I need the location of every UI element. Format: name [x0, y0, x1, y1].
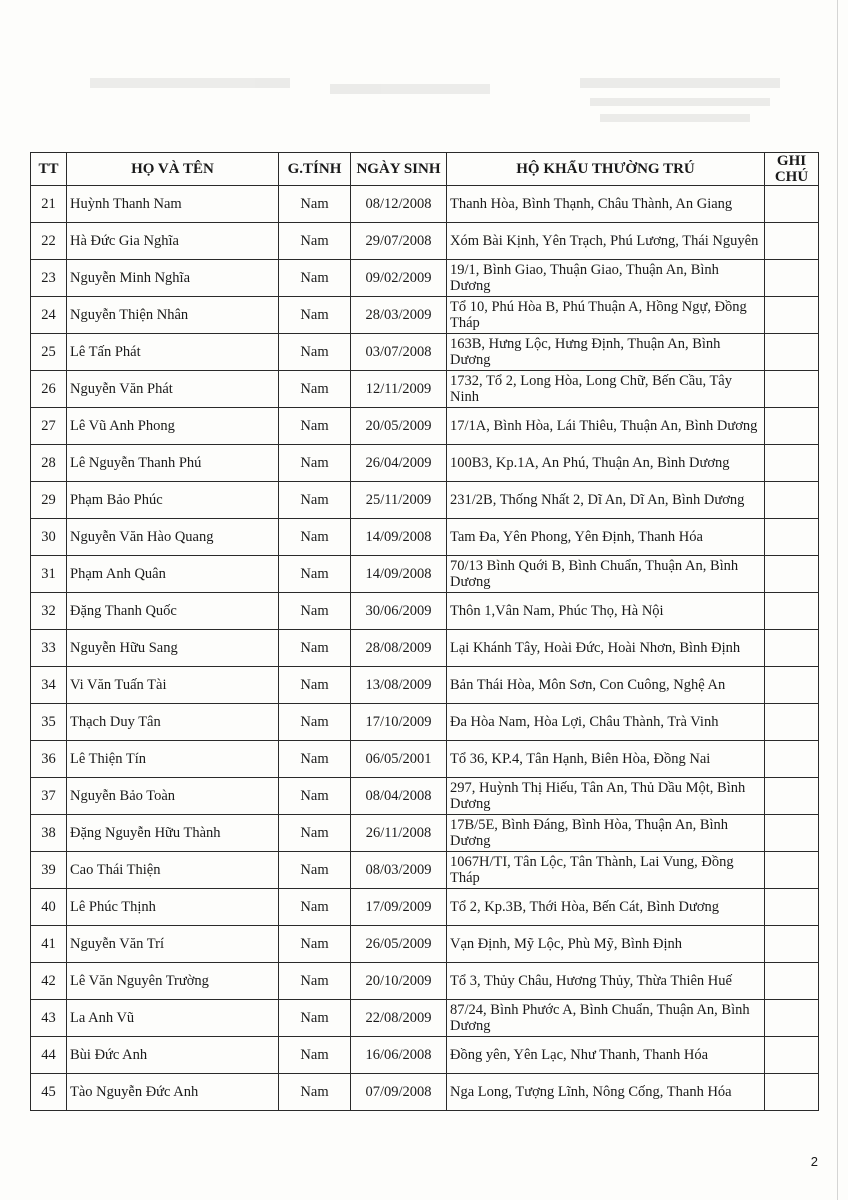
gender-cell: Nam: [279, 889, 351, 926]
student-name-cell: Đặng Thanh Quốc: [67, 593, 279, 630]
table-body: [31, 186, 819, 1111]
date-of-birth-cell: 09/02/2009: [351, 260, 447, 297]
permanent-address-cell: 231/2B, Thống Nhất 2, Dĩ An, Dĩ An, Bình Dương: [447, 482, 765, 519]
gender-cell: Nam: [279, 408, 351, 445]
note-cell: [765, 334, 819, 371]
permanent-address-cell: 87/24, Bình Phước A, Bình Chuẩn, Thuận An, Bình Dương: [447, 1000, 765, 1037]
date-of-birth-cell: 29/07/2008: [351, 223, 447, 260]
date-of-birth-cell: 17/10/2009: [351, 704, 447, 741]
permanent-address-cell: 1067H/TI, Tân Lộc, Tân Thành, Lai Vung, Đồng Tháp: [447, 852, 765, 889]
row-number-cell: 22: [31, 223, 67, 260]
table-header: [31, 153, 819, 186]
gender-cell: Nam: [279, 334, 351, 371]
note-cell: [765, 704, 819, 741]
permanent-address-cell: Đồng yên, Yên Lạc, Như Thanh, Thanh Hóa: [447, 1037, 765, 1074]
student-name-cell: Nguyễn Minh Nghĩa: [67, 260, 279, 297]
permanent-address-cell: Thanh Hòa, Bình Thạnh, Châu Thành, An Giang: [447, 186, 765, 223]
date-of-birth-cell: 16/06/2008: [351, 1037, 447, 1074]
table-row: [31, 1000, 819, 1037]
student-name-cell: Phạm Anh Quân: [67, 556, 279, 593]
date-of-birth-cell: 03/07/2008: [351, 334, 447, 371]
note-cell: [765, 482, 819, 519]
row-number-cell: 39: [31, 852, 67, 889]
date-of-birth-cell: 26/11/2008: [351, 815, 447, 852]
date-of-birth-cell: 22/08/2009: [351, 1000, 447, 1037]
table-row: [31, 667, 819, 704]
date-of-birth-cell: 30/06/2009: [351, 593, 447, 630]
table-row: [31, 926, 819, 963]
header-address: HỘ KHẨU THƯỜNG TRÚ: [447, 153, 765, 186]
table-row: [31, 963, 819, 1000]
row-number-cell: 29: [31, 482, 67, 519]
note-cell: [765, 556, 819, 593]
header-gender: G.TÍNH: [279, 153, 351, 186]
gender-cell: Nam: [279, 852, 351, 889]
row-number-cell: 30: [31, 519, 67, 556]
table-row: [31, 630, 819, 667]
row-number-cell: 37: [31, 778, 67, 815]
page-number: 2: [810, 1154, 818, 1169]
note-cell: [765, 889, 819, 926]
permanent-address-cell: Thôn 1,Vân Nam, Phúc Thọ, Hà Nội: [447, 593, 765, 630]
student-name-cell: Đặng Nguyễn Hữu Thành: [67, 815, 279, 852]
row-number-cell: 23: [31, 260, 67, 297]
header-note: GHI CHÚ: [765, 153, 819, 186]
gender-cell: Nam: [279, 371, 351, 408]
student-name-cell: Lê Tấn Phát: [67, 334, 279, 371]
permanent-address-cell: Xóm Bài Kịnh, Yên Trạch, Phú Lương, Thái Nguyên: [447, 223, 765, 260]
faint-bleed-through-header: [90, 78, 810, 138]
permanent-address-cell: Tổ 3, Thủy Châu, Hương Thủy, Thừa Thiên Huế: [447, 963, 765, 1000]
gender-cell: Nam: [279, 297, 351, 334]
gender-cell: Nam: [279, 593, 351, 630]
table-row: [31, 889, 819, 926]
student-name-cell: Nguyễn Văn Phát: [67, 371, 279, 408]
table-row: [31, 519, 819, 556]
row-number-cell: 32: [31, 593, 67, 630]
row-number-cell: 26: [31, 371, 67, 408]
table-row: [31, 704, 819, 741]
gender-cell: Nam: [279, 445, 351, 482]
gender-cell: Nam: [279, 630, 351, 667]
table-row: [31, 741, 819, 778]
row-number-cell: 27: [31, 408, 67, 445]
note-cell: [765, 815, 819, 852]
table-row: [31, 408, 819, 445]
note-cell: [765, 593, 819, 630]
student-name-cell: Lê Nguyễn Thanh Phú: [67, 445, 279, 482]
permanent-address-cell: 163B, Hưng Lộc, Hưng Định, Thuận An, Bình Dương: [447, 334, 765, 371]
date-of-birth-cell: 14/09/2008: [351, 519, 447, 556]
row-number-cell: 41: [31, 926, 67, 963]
gender-cell: Nam: [279, 778, 351, 815]
student-name-cell: Phạm Bảo Phúc: [67, 482, 279, 519]
permanent-address-cell: 1732, Tổ 2, Long Hòa, Long Chữ, Bến Cầu, Tây Ninh: [447, 371, 765, 408]
table-row: [31, 1074, 819, 1111]
header-dob: NGÀY SINH: [351, 153, 447, 186]
page-edge-line: [837, 0, 838, 1200]
gender-cell: Nam: [279, 260, 351, 297]
gender-cell: Nam: [279, 741, 351, 778]
table-row: [31, 593, 819, 630]
row-number-cell: 44: [31, 1037, 67, 1074]
student-name-cell: Nguyễn Văn Hào Quang: [67, 519, 279, 556]
student-name-cell: Nguyễn Bảo Toàn: [67, 778, 279, 815]
note-cell: [765, 1074, 819, 1111]
gender-cell: Nam: [279, 815, 351, 852]
header-tt: TT: [31, 153, 67, 186]
permanent-address-cell: Nga Long, Tượng Lĩnh, Nông Cống, Thanh Hóa: [447, 1074, 765, 1111]
table-row: [31, 815, 819, 852]
note-cell: [765, 667, 819, 704]
date-of-birth-cell: 12/11/2009: [351, 371, 447, 408]
header-row: [31, 153, 819, 186]
student-name-cell: Vi Văn Tuấn Tài: [67, 667, 279, 704]
permanent-address-cell: Tam Đa, Yên Phong, Yên Định, Thanh Hóa: [447, 519, 765, 556]
row-number-cell: 34: [31, 667, 67, 704]
note-cell: [765, 223, 819, 260]
student-name-cell: Huỳnh Thanh Nam: [67, 186, 279, 223]
row-number-cell: 31: [31, 556, 67, 593]
note-cell: [765, 186, 819, 223]
student-name-cell: Nguyễn Văn Trí: [67, 926, 279, 963]
permanent-address-cell: Vạn Định, Mỹ Lộc, Phù Mỹ, Bình Định: [447, 926, 765, 963]
permanent-address-cell: Bản Thái Hòa, Môn Sơn, Con Cuông, Nghệ An: [447, 667, 765, 704]
permanent-address-cell: Đa Hòa Nam, Hòa Lợi, Châu Thành, Trà Vinh: [447, 704, 765, 741]
row-number-cell: 33: [31, 630, 67, 667]
row-number-cell: 38: [31, 815, 67, 852]
table-row: [31, 186, 819, 223]
date-of-birth-cell: 08/04/2008: [351, 778, 447, 815]
row-number-cell: 24: [31, 297, 67, 334]
permanent-address-cell: Tổ 36, KP.4, Tân Hạnh, Biên Hòa, Đồng Nai: [447, 741, 765, 778]
student-name-cell: Nguyễn Hữu Sang: [67, 630, 279, 667]
gender-cell: Nam: [279, 704, 351, 741]
table-row: [31, 556, 819, 593]
table-row: [31, 778, 819, 815]
gender-cell: Nam: [279, 1074, 351, 1111]
permanent-address-cell: Lại Khánh Tây, Hoài Đức, Hoài Nhơn, Bình Định: [447, 630, 765, 667]
table-row: [31, 371, 819, 408]
student-name-cell: Hà Đức Gia Nghĩa: [67, 223, 279, 260]
permanent-address-cell: 19/1, Bình Giao, Thuận Giao, Thuận An, Bình Dương: [447, 260, 765, 297]
date-of-birth-cell: 20/10/2009: [351, 963, 447, 1000]
gender-cell: Nam: [279, 1037, 351, 1074]
table-row: [31, 1037, 819, 1074]
table-row: [31, 223, 819, 260]
date-of-birth-cell: 17/09/2009: [351, 889, 447, 926]
note-cell: [765, 741, 819, 778]
date-of-birth-cell: 26/05/2009: [351, 926, 447, 963]
note-cell: [765, 1037, 819, 1074]
header-name: HỌ VÀ TÊN: [67, 153, 279, 186]
note-cell: [765, 445, 819, 482]
date-of-birth-cell: 28/03/2009: [351, 297, 447, 334]
date-of-birth-cell: 06/05/2001: [351, 741, 447, 778]
row-number-cell: 35: [31, 704, 67, 741]
note-cell: [765, 963, 819, 1000]
gender-cell: Nam: [279, 482, 351, 519]
table-row: [31, 852, 819, 889]
student-name-cell: Thạch Duy Tân: [67, 704, 279, 741]
date-of-birth-cell: 28/08/2009: [351, 630, 447, 667]
date-of-birth-cell: 08/12/2008: [351, 186, 447, 223]
row-number-cell: 21: [31, 186, 67, 223]
student-name-cell: Cao Thái Thiện: [67, 852, 279, 889]
permanent-address-cell: Tổ 2, Kp.3B, Thới Hòa, Bến Cát, Bình Dương: [447, 889, 765, 926]
gender-cell: Nam: [279, 667, 351, 704]
date-of-birth-cell: 13/08/2009: [351, 667, 447, 704]
note-cell: [765, 297, 819, 334]
gender-cell: Nam: [279, 556, 351, 593]
row-number-cell: 36: [31, 741, 67, 778]
note-cell: [765, 778, 819, 815]
note-cell: [765, 926, 819, 963]
table-row: [31, 334, 819, 371]
table-row: [31, 482, 819, 519]
student-name-cell: Lê Vũ Anh Phong: [67, 408, 279, 445]
gender-cell: Nam: [279, 963, 351, 1000]
gender-cell: Nam: [279, 519, 351, 556]
date-of-birth-cell: 14/09/2008: [351, 556, 447, 593]
student-name-cell: La Anh Vũ: [67, 1000, 279, 1037]
row-number-cell: 43: [31, 1000, 67, 1037]
note-cell: [765, 1000, 819, 1037]
row-number-cell: 40: [31, 889, 67, 926]
row-number-cell: 45: [31, 1074, 67, 1111]
permanent-address-cell: 17B/5E, Bình Đáng, Bình Hòa, Thuận An, Bình Dương: [447, 815, 765, 852]
date-of-birth-cell: 20/05/2009: [351, 408, 447, 445]
note-cell: [765, 371, 819, 408]
student-name-cell: Lê Văn Nguyên Trường: [67, 963, 279, 1000]
permanent-address-cell: 297, Huỳnh Thị Hiếu, Tân An, Thủ Dầu Một, Bình Dương: [447, 778, 765, 815]
note-cell: [765, 852, 819, 889]
gender-cell: Nam: [279, 186, 351, 223]
gender-cell: Nam: [279, 926, 351, 963]
row-number-cell: 28: [31, 445, 67, 482]
student-name-cell: Bùi Đức Anh: [67, 1037, 279, 1074]
gender-cell: Nam: [279, 223, 351, 260]
permanent-address-cell: 100B3, Kp.1A, An Phú, Thuận An, Bình Dương: [447, 445, 765, 482]
row-number-cell: 25: [31, 334, 67, 371]
permanent-address-cell: 70/13 Bình Quới B, Bình Chuẩn, Thuận An, Bình Dương: [447, 556, 765, 593]
note-cell: [765, 519, 819, 556]
row-number-cell: 42: [31, 963, 67, 1000]
note-cell: [765, 630, 819, 667]
table-row: [31, 297, 819, 334]
student-roster-table: [30, 152, 819, 1111]
date-of-birth-cell: 25/11/2009: [351, 482, 447, 519]
date-of-birth-cell: 26/04/2009: [351, 445, 447, 482]
note-cell: [765, 260, 819, 297]
date-of-birth-cell: 08/03/2009: [351, 852, 447, 889]
date-of-birth-cell: 07/09/2008: [351, 1074, 447, 1111]
student-name-cell: Tào Nguyễn Đức Anh: [67, 1074, 279, 1111]
table-row: [31, 445, 819, 482]
student-name-cell: Nguyễn Thiện Nhân: [67, 297, 279, 334]
permanent-address-cell: 17/1A, Bình Hòa, Lái Thiêu, Thuận An, Bình Dương: [447, 408, 765, 445]
student-name-cell: Lê Phúc Thịnh: [67, 889, 279, 926]
note-cell: [765, 408, 819, 445]
gender-cell: Nam: [279, 1000, 351, 1037]
permanent-address-cell: Tổ 10, Phú Hòa B, Phú Thuận A, Hồng Ngự, Đồng Tháp: [447, 297, 765, 334]
student-name-cell: Lê Thiện Tín: [67, 741, 279, 778]
table-row: [31, 260, 819, 297]
